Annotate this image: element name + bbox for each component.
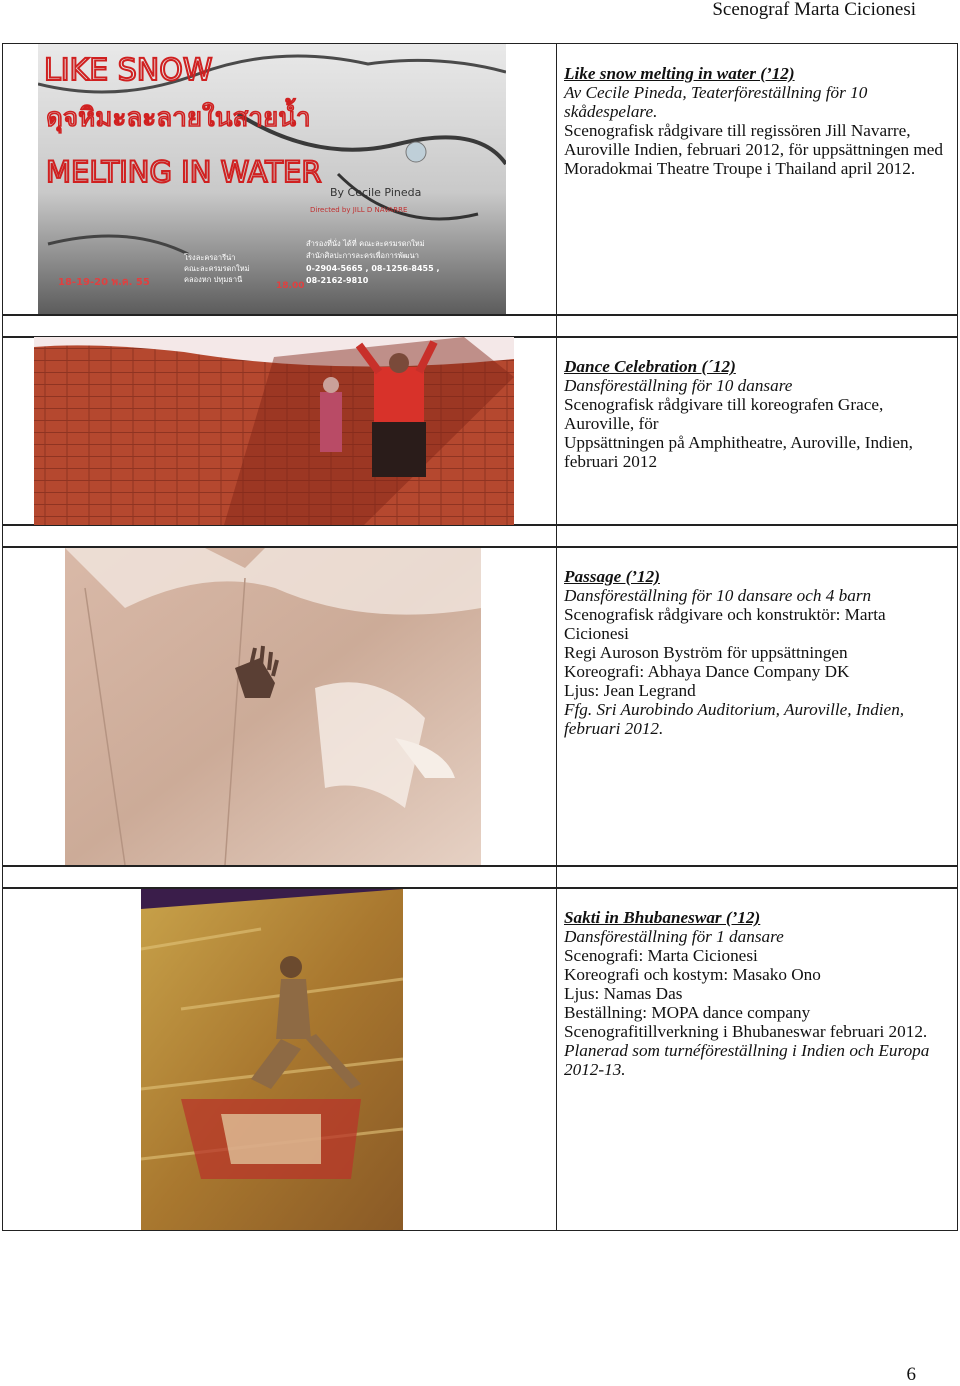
entry-title: Dance Celebration (´12) (564, 357, 736, 376)
entry-line: Beställning: MOPA dance company (564, 1003, 811, 1022)
poster-contact-4: 08-2162-9810 (306, 276, 369, 285)
spacer-row (2, 525, 958, 547)
entry-line: Ffg. Sri Aurobindo Auditorium, Auroville, Indien, februari 2012. (564, 700, 905, 738)
spacer-row (2, 315, 958, 337)
page-header: Scenograf Marta Cicionesi (712, 0, 916, 20)
poster-contact-1: สำรองที่นั่ง ได้ที่ คณะละครมรดกใหม่ (306, 239, 425, 248)
poster-venue-1: โรงละครอารีน่า (184, 253, 236, 262)
entry-line: Scenografisk rådgivare till koreografen Grace, Auroville, för (564, 395, 884, 433)
entry-line: Scenografisk rådgivare och konstruktör: Marta Cicionesi (564, 605, 886, 643)
entry-title: Like snow melting in water (’12) (564, 64, 795, 83)
entry-line: Koreografi och kostym: Masako Ono (564, 965, 821, 984)
poster-title-1: LIKE SNOW (44, 53, 213, 88)
entry-line: Scenografitillverkning i Bhubaneswar februari 2012. (564, 1022, 928, 1041)
passage-photo (65, 548, 481, 865)
entry-line: Dansföreställning för 10 dansare (564, 376, 793, 395)
entry-text-1 (564, 64, 944, 178)
poster-director: Directed by JILL D NAVARRE (310, 206, 408, 214)
page-number: 6 (906, 1364, 916, 1385)
entry-title: Passage (’12) (564, 567, 660, 586)
poster-byline: By Cecile Pineda (330, 186, 422, 199)
entry-line: Dansföreställning för 10 dansare och 4 barn (564, 586, 872, 605)
entry-line: Scenografi: Marta Cicionesi (564, 946, 758, 965)
poster-title-thai: ดุจหิมะละลายในสายน้ำ (46, 103, 311, 133)
poster-venue-3: คลองหก ปทุมธานี (184, 275, 243, 284)
entry-line: Ljus: Namas Das (564, 984, 683, 1003)
entry-line: Regi Auroson Byström för uppsättningen (564, 643, 848, 662)
poster-contact-3: 0-2904-5665 , 08-1256-8455 , (306, 264, 440, 273)
poster-dates: 18-19-20 พ.ค. 55 (58, 277, 150, 288)
dance-celebration-photo (34, 337, 514, 525)
sakti-photo (141, 889, 403, 1230)
entry-line: Koreografi: Abhaya Dance Company DK (564, 662, 850, 681)
poster-image (38, 44, 506, 314)
entry-text-2 (564, 357, 944, 471)
entry-line: Av Cecile Pineda, Teaterföreställning för 10 skådespelare. (564, 83, 868, 121)
entry-text-4 (564, 908, 944, 1079)
entry-line: Dansföreställning för 1 dansare (564, 927, 784, 946)
entry-line: Scenografisk rådgivare till regissören Jill Navarre, Auroville Indien, februari 2012, för uppsättningen med Moradokmai Theatre Troupe i Thailand april 2012. (564, 121, 943, 178)
spacer-row (2, 866, 958, 888)
poster-contact-2: สำนักศิลปะการละครเพื่อการพัฒนา (306, 251, 419, 260)
entry-title: Sakti in Bhubaneswar (’12) (564, 908, 761, 927)
poster-venue-2: คณะละครมรดกใหม่ (184, 264, 250, 273)
entry-line: Planerad som turnéföreställning i Indien och Europa 2012-13. (564, 1041, 930, 1079)
entry-line: Ljus: Jean Legrand (564, 681, 696, 700)
poster-title-2: MELTING IN WATER (46, 155, 322, 189)
poster-time: 18.00 (276, 281, 305, 291)
entry-line: Uppsättningen på Amphitheatre, Auroville, Indien, februari 2012 (564, 433, 913, 471)
entry-text-3 (564, 567, 944, 738)
